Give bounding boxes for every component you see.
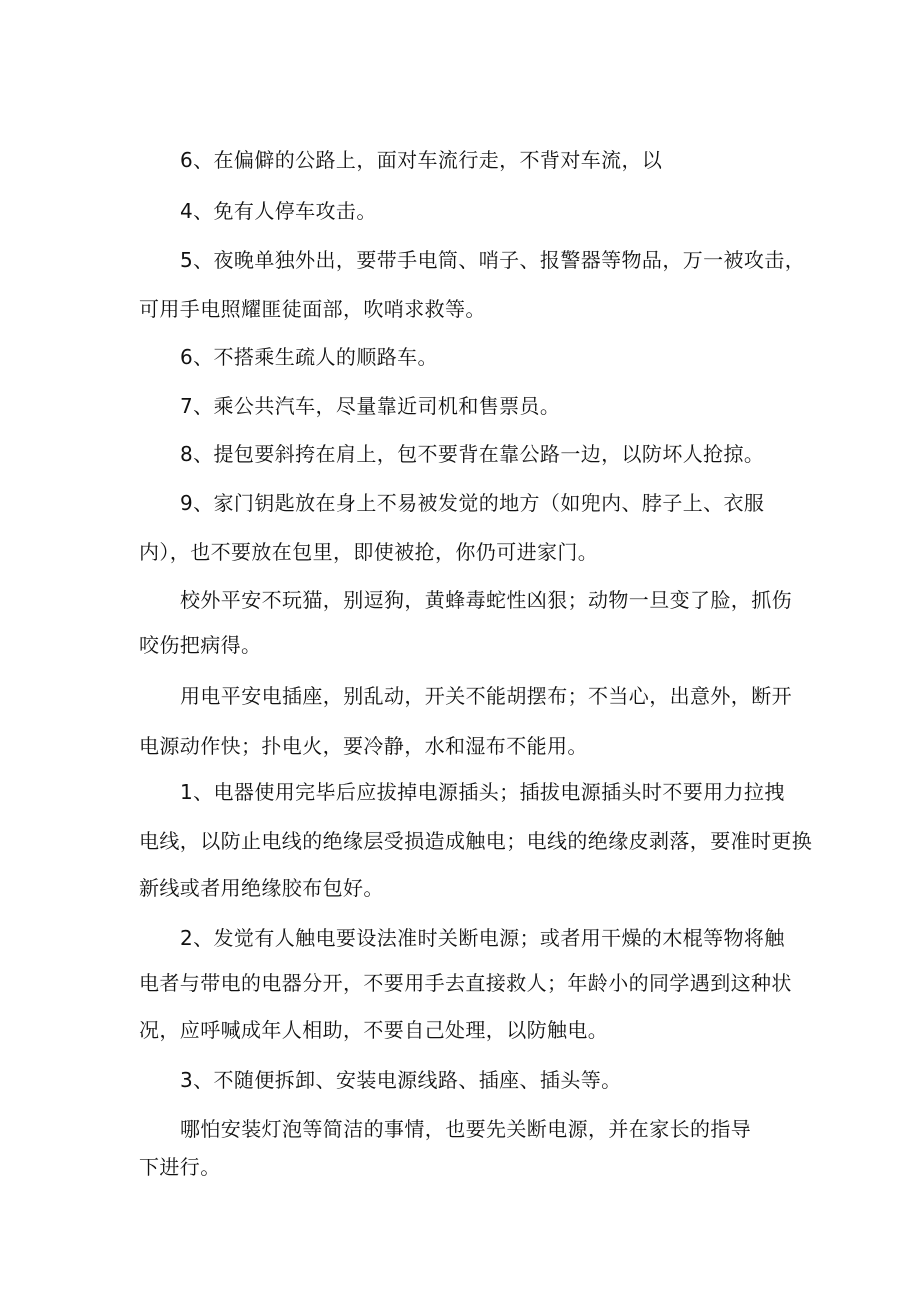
text-line: 用电平安电插座，别乱动，开关不能胡摆布；不当心，出意外，断开 <box>180 684 792 708</box>
text-line: 1、电器使用完毕后应拔掉电源插头；插拔电源插头时不要用力拉拽 <box>180 780 785 804</box>
text-line: 6、在偏僻的公路上，面对车流行走，不背对车流，以 <box>180 148 663 172</box>
text-line: 况，应呼喊成年人相助，不要自己处理，以防触电。 <box>139 1018 609 1042</box>
text-line: 3、不随便拆卸、安装电源线路、插座、插头等。 <box>180 1068 622 1092</box>
text-line: 哪怕安装灯泡等简洁的事情，也要先关断电源，并在家长的指导 <box>180 1117 752 1141</box>
text-line: 电线，以防止电线的绝缘层受损造成触电；电线的绝缘皮剥落，要准时更换 <box>139 829 813 853</box>
text-line: 内），也不要放在包里，即使被抢，你仍可进家门。 <box>139 540 599 564</box>
text-line: 下进行。 <box>139 1155 221 1179</box>
text-line: 咬伤把病得。 <box>139 633 262 657</box>
text-line: 校外平安不玩猫，别逗狗，黄蜂毒蛇性凶狠；动物一旦变了脸，抓伤 <box>180 588 792 612</box>
text-line: 9、家门钥匙放在身上不易被发觉的地方（如兜内、脖子上、衣服 <box>180 491 765 515</box>
text-line: 6、不搭乘生疏人的顺路车。 <box>180 345 438 369</box>
text-line: 新线或者用绝缘胶布包好。 <box>139 876 384 900</box>
text-line: 2、发觉有人触电要设法准时关断电源；或者用干燥的木棍等物将触 <box>180 926 785 950</box>
text-line: 8、提包要斜挎在肩上，包不要背在靠公路一边，以防坏人抢掠。 <box>180 442 765 466</box>
text-line: 电者与带电的电器分开，不要用手去直接救人；年龄小的同学遇到这种状 <box>139 971 792 995</box>
text-line: 7、乘公共汽车，尽量靠近司机和售票员。 <box>180 394 561 418</box>
text-line: 4、免有人停车攻击。 <box>180 199 377 223</box>
text-line: 电源动作快；扑电火，要冷静，水和湿布不能用。 <box>139 734 588 758</box>
text-line: 可用手电照耀匪徒面部，吹哨求救等。 <box>139 297 486 321</box>
text-line: 5、夜晚单独外出，要带手电筒、哨子、报警器等物品，万一被攻击， <box>180 248 806 272</box>
